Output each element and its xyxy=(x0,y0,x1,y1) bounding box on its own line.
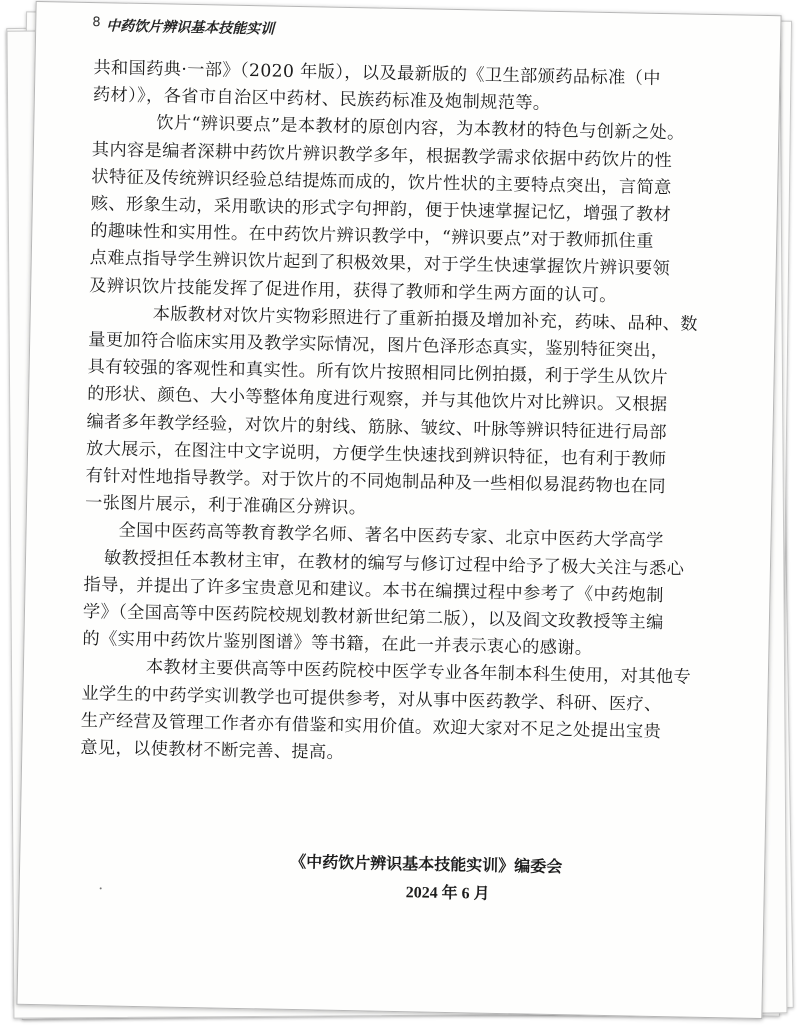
text-line: 共和国药典·一部》（2020 年版），以及最新版的《卫生部颁药品标准（中 xyxy=(93,58,662,89)
text-line: 其内容是编者深耕中药饮片辨识教学多年，根据教学需求依据中药饮片的性 xyxy=(91,139,673,171)
text-line: 编者多年教学经验，对饮片的射线、筋脉、皱纹、叶脉等辨识特征进行局部 xyxy=(86,411,668,443)
text-line: 全国中医药高等教育教学名师、著名中医药专家、北京中医药大学高学 xyxy=(118,521,664,552)
text-line: 赅、形象生动，采用歌诀的形式字句押韵，便于快速掌握记忆，增强了教材 xyxy=(90,194,672,226)
text-line: 指导，并提出了许多宝贵意见和建议。本书在编撰过程中参考了《中药炮制 xyxy=(83,574,664,606)
running-header-title: 中药饮片辨识基本技能实训 xyxy=(106,18,275,38)
text-line: 的形状、颜色、大小等整体角度进行观察，并与其他饮片对比辨识。又根据 xyxy=(86,384,668,416)
paper-speck xyxy=(100,887,102,889)
text-line: 放大展示，在图注中文字说明，方便学生快速找到辨识特征，也有利于教师 xyxy=(85,438,667,470)
text-line: 一张图片展示，利于准确区分辨识。 xyxy=(84,493,367,519)
text-line: 业学生的中药学实训教学也可提供参考，对从事中医药教学、科研、医疗、 xyxy=(81,683,662,715)
signature-date: 2024 年 6 月 xyxy=(405,884,490,903)
text-line: 点难点指导学生辨识饮片起到了积极效果，对于学生快速掌握饮片辨识要领 xyxy=(89,248,671,280)
preface-body xyxy=(80,55,733,774)
text-line: 药材）》，各省市自治区中药材、民族药标准及炮制规范等。 xyxy=(92,85,551,115)
text-line: 敏教授担任本教材主审，在教材的编写与修订过程中给予了极大关注与悉心 xyxy=(103,548,685,580)
text-line: 及辨识饮片技能发挥了促进作用，获得了教师和学生两方面的认可。 xyxy=(89,275,617,306)
text-line: 学》（全国高等中医药院校规划教材新世纪第二版），以及阎文玫教授等主编 xyxy=(82,602,664,634)
text-line: 状特征及传统辨识经验总结提炼而成的，饮片性状的主要特点突出，言简意 xyxy=(91,166,672,198)
text-line: 意见，以使教材不断完善、提高。 xyxy=(80,738,345,764)
document-page xyxy=(16,1,781,1019)
text-line: 的《实用中药饮片鉴别图谱》等书籍，在此一并表示衷心的感谢。 xyxy=(82,629,593,660)
signature-committee: 《中药饮片辨识基本技能实训》编委会 xyxy=(290,853,563,877)
page-mark: 8 xyxy=(92,15,101,31)
text-line: 饮片“辨识要点”是本教材的原创内容，为本教材的特色与创新之处。 xyxy=(156,113,685,144)
text-line: 本教材主要供高等中医药院校中医学专业各年制本科生使用，对其他专 xyxy=(145,657,692,689)
text-line: 具有较强的客观性和真实性。所有饮片按照相同比例拍摄，利于学生从饮片 xyxy=(87,357,669,389)
text-line: 的趣味性和实用性。在中药饮片辨识教学中，“辨识要点”对于教师抓住重 xyxy=(90,221,654,253)
text-line: 本版教材对饮片实物彩照进行了重新拍摄及增加补充，药味、品种、数 xyxy=(152,304,699,335)
text-line: 有针对性地指导教学。对于饮片的不同炮制品种及一些相似易混药物也在同 xyxy=(85,466,667,498)
text-line: 生产经营及管理工作者亦有借鉴和实用价值。欢迎大家对不足之处提出宝贵 xyxy=(80,710,662,742)
text-line: 量更加符合临床实用及教学实际情况，图片色泽形态真实，鉴别特征突出， xyxy=(88,330,669,362)
